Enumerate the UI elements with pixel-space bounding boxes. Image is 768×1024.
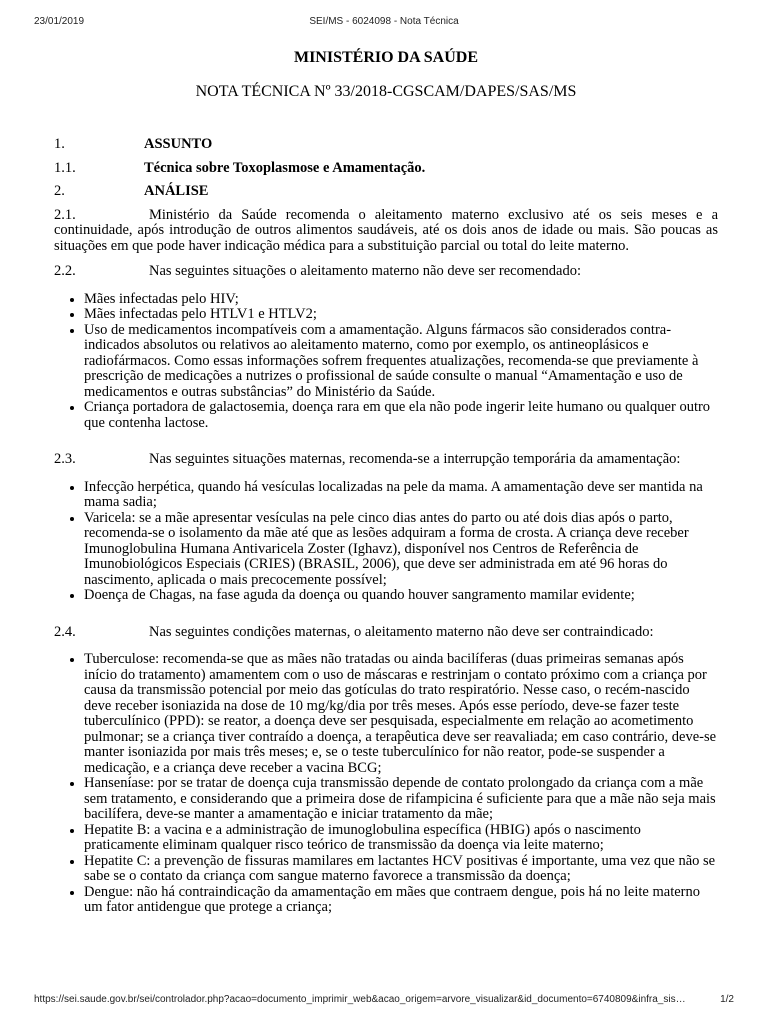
section-label: Técnica sobre Toxoplasmose e Amamentação. — [144, 159, 426, 176]
list-2-4 — [54, 652, 718, 916]
paragraph-text: Ministério da Saúde recomenda o aleitamento materno exclusivo até os seis meses e a continuidade, após introdução de outros alimentos saudáveis, até os dois anos de idade ou mais. São poucas as situações em que pode haver indicação médica para a substituição parcial ou total do leite materno. — [54, 206, 718, 254]
paragraph-number: 2.4. — [54, 623, 76, 640]
list-item: • Dengue: não há contraindicação da amamentação em mães que contraem dengue, pois há no leite materno um fator antidengue que protege a criança; — [84, 885, 718, 916]
paragraph-text: Nas seguintes condições maternas, o aleitamento materno não deve ser contraindicado: — [149, 623, 654, 640]
section-number: 1.1. — [54, 159, 76, 176]
paragraph-number: 2.1. — [54, 206, 76, 223]
list-item: • Tuberculose: recomenda-se que as mães não tratadas ou ainda bacilíferas (duas primeiras semanas após início do tratamento) amamentem com o uso de máscaras e restrinjam o contato próximo com a criança por causa da transmissão potencial por meio das gotículas do trato respiratório. Nesse caso, o recém-nascido deve receber isoniazida na dose de 10 mg/kg/dia por três meses. Após esse período, deve-se fazer teste tuberculínico (PPD): se reator, a doença deve ser pesquisada, especialmente em relação ao acometimento pulmonar; se a criança tiver contraído a doença, a terapêutica deve ser reavaliada; em caso contrário, deve-se manter isoniazida por mais três meses; e, se o teste tuberculínico for não reator, pode-se suspender a medicação, e a criança deve receber a vacina BCG; — [84, 652, 718, 776]
page-number: 1/2 — [720, 994, 734, 1005]
list-item: • Infecção herpética, quando há vesículas localizadas na pele da mama. A amamentação deve ser mantida na mama sadia; — [84, 480, 718, 511]
list-item: • Hepatite C: a prevenção de fissuras mamilares em lactantes HCV positivas é importante, uma vez que não se sabe se o contato da criança com sangue materno favorece a transmissão da doença; — [84, 854, 718, 885]
paragraph-2-1 — [54, 208, 718, 255]
list-2-3 — [54, 480, 718, 604]
print-header — [0, 16, 768, 30]
paragraph-2-2 — [54, 264, 718, 280]
print-title: SEI/MS - 6024098 - Nota Técnica — [309, 16, 459, 27]
list-item: • Hepatite B: a vacina e a administração de imunoglobulina específica (HBIG) após o nascimento praticamente eliminam qualquer risco teórico de transmissão da doença via leite materno; — [84, 823, 718, 854]
paragraph-2-3 — [54, 452, 718, 468]
document-url-link[interactable]: https://sei.saude.gov.br/sei/controlador.php?acao=documento_imprimir_web&acao_origem=arvore_visualizar&id_documento=6740809&infra_sis… — [34, 994, 686, 1005]
section-tecnica — [54, 161, 718, 177]
section-label: ASSUNTO — [144, 136, 213, 152]
nota-tecnica-title: NOTA TÉCNICA Nº 33/2018-CGSCAM/DAPES/SAS/MS — [195, 82, 577, 100]
section-analise — [54, 184, 718, 200]
section-number: 2. — [54, 183, 65, 199]
list-item: • Hanseníase: por se tratar de doença cuja transmissão depende de contato prolongado da criança com a mãe sem tratamento, e considerando que a primeira dose de rifampicina é suficiente para que a mãe não seja mais bacilífera, deve-se manter a amamentação e iniciar tratamento da mãe; — [84, 776, 718, 823]
section-number: 1. — [54, 136, 65, 152]
print-footer — [0, 994, 768, 1008]
list-item: • Mães infectadas pelo HIV; — [84, 292, 718, 308]
ministry-title: MINISTÉRIO DA SAÚDE — [293, 49, 479, 66]
paragraph-number: 2.3. — [54, 451, 76, 467]
list-item: • Varicela: se a mãe apresentar vesículas na pele cinco dias antes do parto ou até dois dias após o parto, recomenda-se o isolamento da mãe até que as lesões adquiram a forma de crosta. A criança deve receber Imunoglobulina Humana Antivaricela Zoster (Ighavz), disponível nos Centros de Referência de Imunobiológicos Especiais (CRIES) (BRASIL, 2006), que deve ser administrada em até 96 horas do nascimento, aplicada o mais precocemente possível; — [84, 511, 718, 589]
paragraph-2-4 — [54, 625, 718, 641]
paragraph-text: Nas seguintes situações maternas, recomenda-se a interrupção temporária da amamentação: — [149, 451, 681, 467]
list-item: • Uso de medicamentos incompatíveis com a amamentação. Alguns fármacos são considerados contra-indicados absolutos ou relativos ao aleitamento materno, como por exemplo, os antineoplásicos e radiofármacos. Como essas informações sofrem frequentes atualizações, recomenda-se que previamente à prescrição de medicações a nutrizes o profissional de saúde consulte o manual “Amamentação e uso de medicamentos e outras substâncias” do Ministério da Saúde. — [84, 323, 718, 401]
print-date: 23/01/2019 — [34, 16, 85, 27]
paragraph-number: 2.2. — [54, 263, 76, 279]
paragraph-text: Nas seguintes situações o aleitamento materno não deve ser recomendado: — [149, 263, 582, 279]
list-item: • Criança portadora de galactosemia, doença rara em que ela não pode ingerir leite humano ou qualquer outro que contenha lactose. — [84, 400, 718, 431]
document-body — [54, 46, 718, 916]
list-item: • Doença de Chagas, na fase aguda da doença ou quando houver sangramento mamilar evidente; — [84, 588, 718, 604]
section-assunto — [54, 137, 718, 153]
list-2-2 — [54, 292, 718, 432]
section-label: ANÁLISE — [144, 183, 209, 199]
list-item: • Mães infectadas pelo HTLV1 e HTLV2; — [84, 307, 718, 323]
